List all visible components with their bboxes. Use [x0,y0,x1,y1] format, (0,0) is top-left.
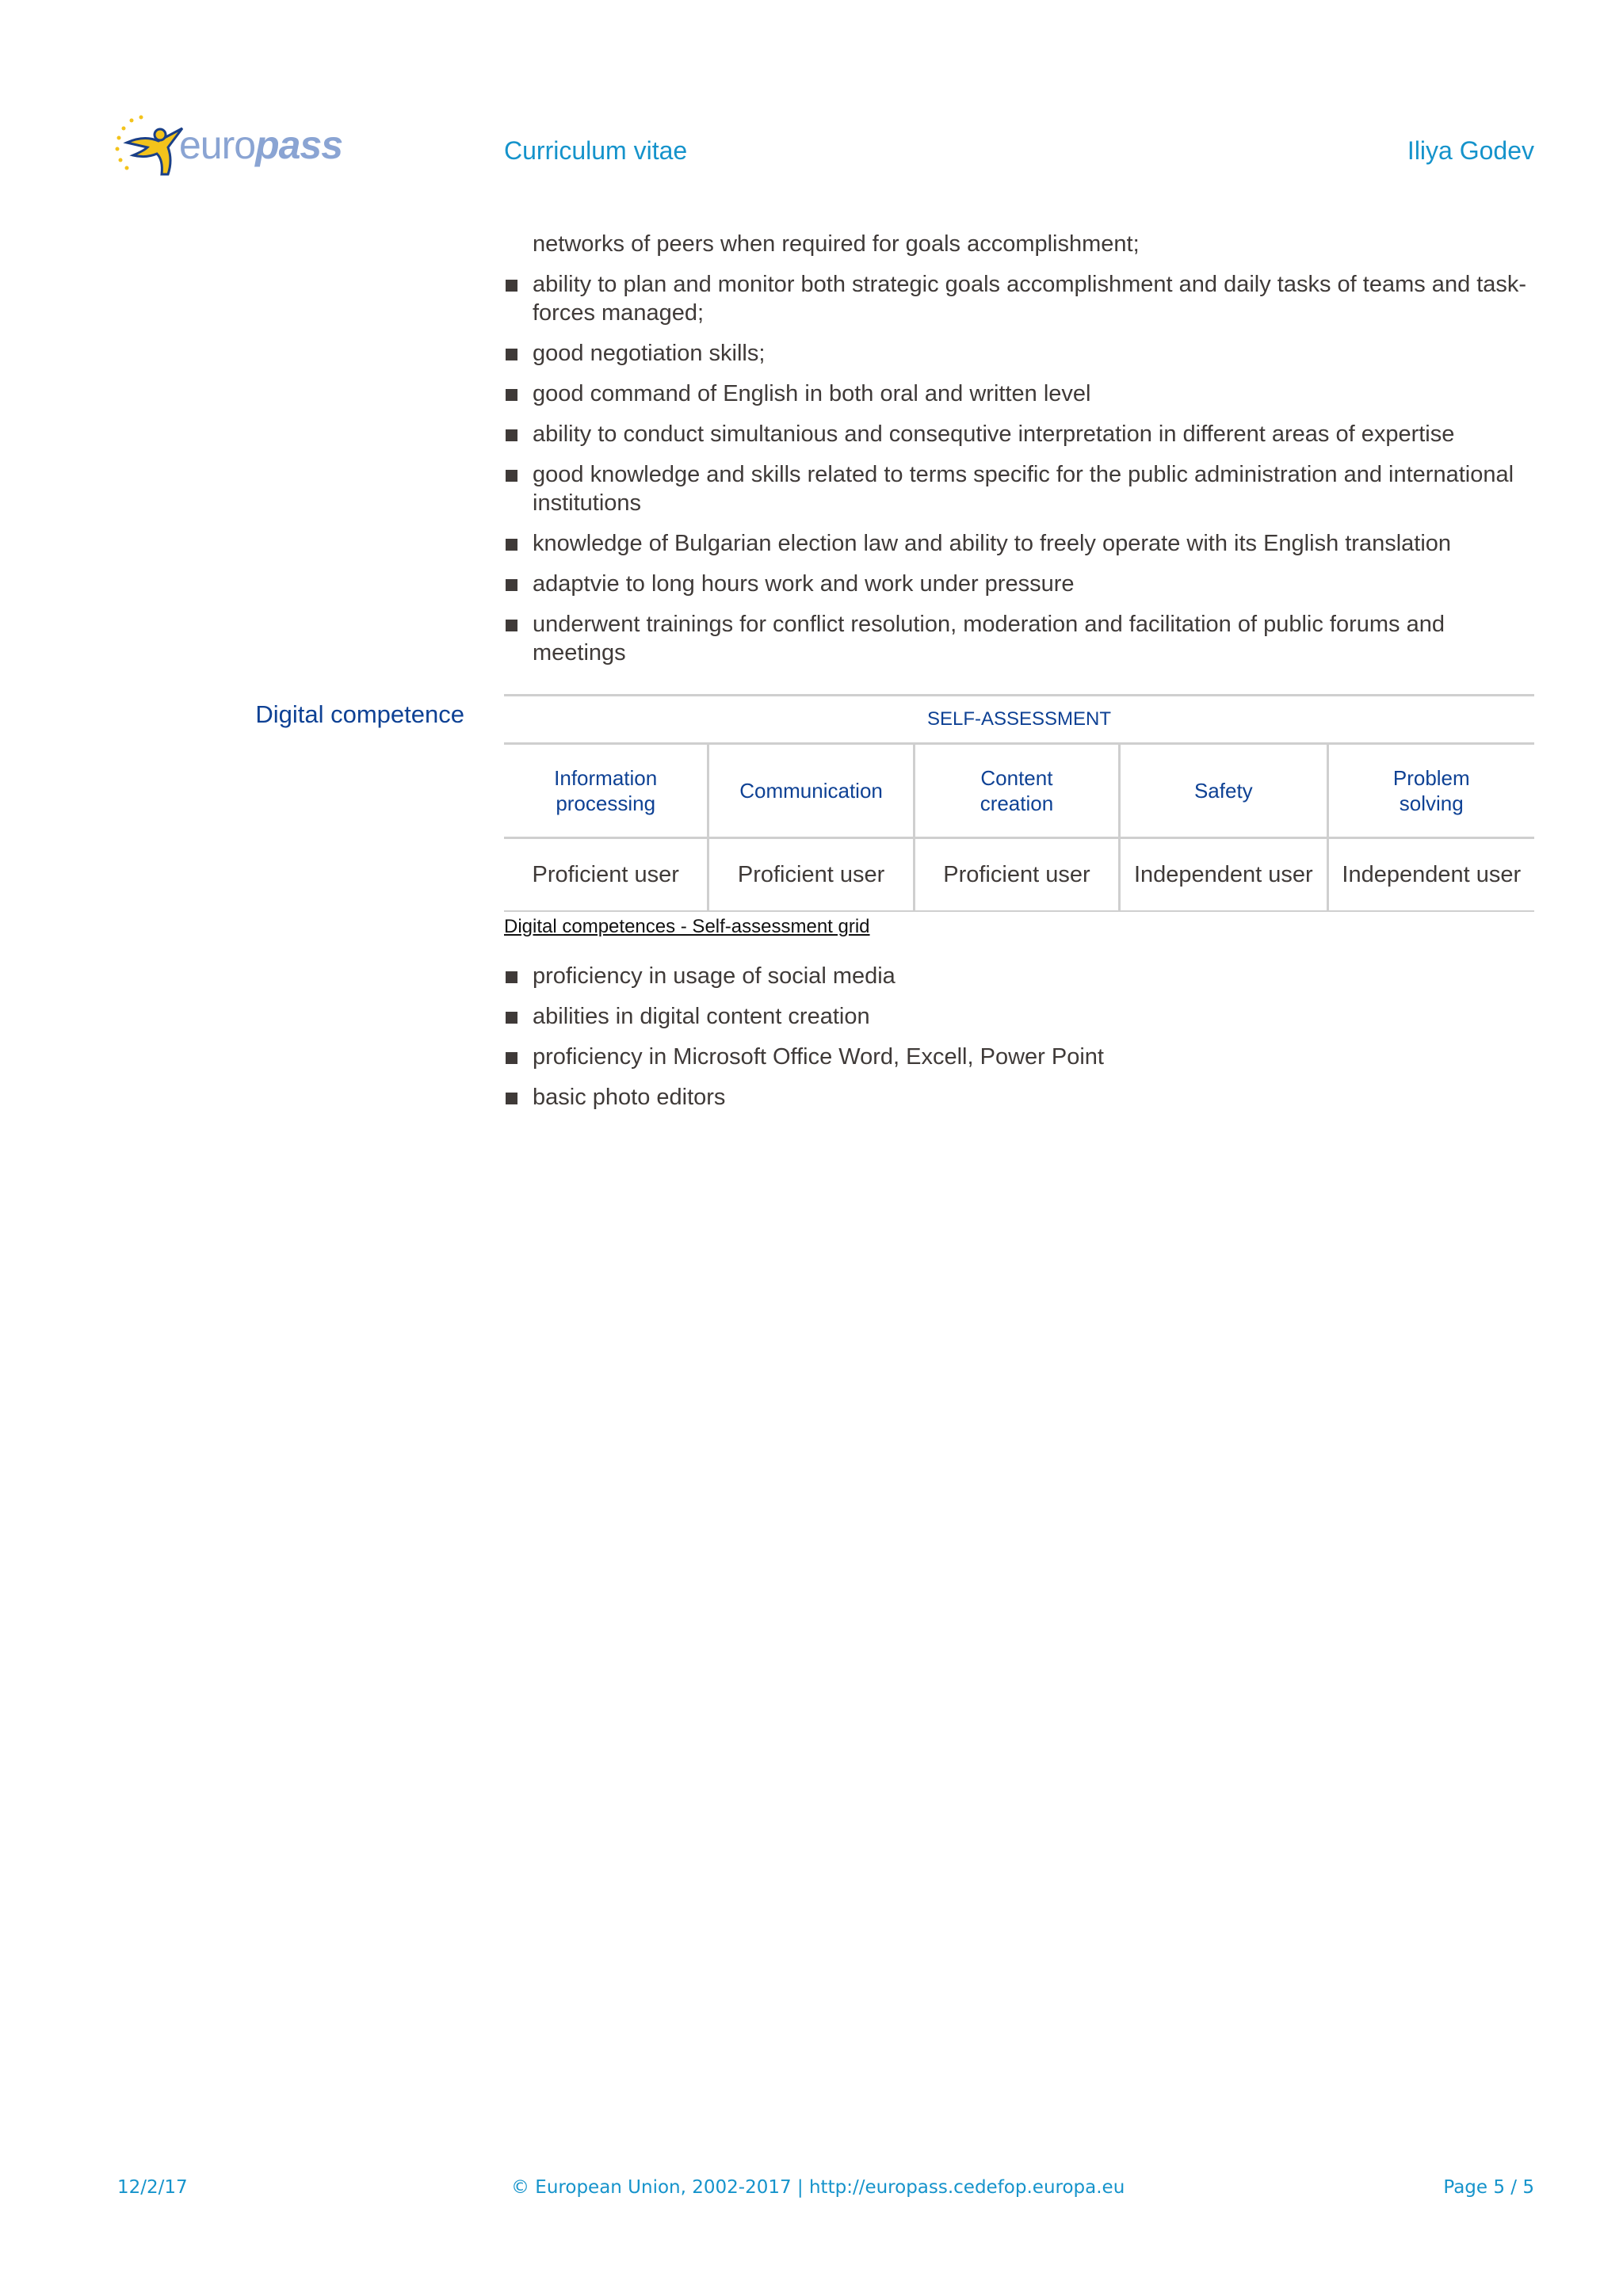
list-item: adaptvie to long hours work and work under pressure [504,570,1534,598]
list-item: underwent trainings for conflict resolution, moderation and facilitation of public forums and meetings [504,610,1534,667]
bullet-icon [506,1052,517,1064]
bullet-icon [506,1093,517,1104]
list-item: good negotiation skills; [504,339,1534,368]
table-cell: Proficient user [504,838,708,912]
list-item: ability to conduct simultanious and consequtive interpretation in different areas of expertise [504,420,1534,448]
digital-skills-section [504,962,1534,1123]
europass-logo [113,111,342,182]
continued-line: networks of peers when required for goals accomplishment; [533,231,1140,257]
column-header-content-creation: Content creation [914,744,1119,838]
table-cell: Proficient user [708,838,914,912]
bullet-icon [506,620,517,631]
self-assessment-heading: SELF-ASSESSMENT [504,696,1534,744]
bullet-icon [506,349,517,360]
table-cell: Proficient user [914,838,1119,912]
skills-list [504,270,1534,667]
list-item: proficiency in usage of social media [504,962,1534,990]
bullet-icon [506,539,517,551]
bullet-icon [506,429,517,441]
table-cell: Independent user [1327,838,1534,912]
column-header-information-processing: Information processing [504,744,708,838]
candidate-name: Iliya Godev [1407,136,1534,165]
skills-continued-section [504,230,1534,679]
bullet-icon [506,470,517,482]
bullet-icon [506,280,517,292]
table-row [504,838,1534,912]
digital-competence-label: Digital competence [255,700,464,728]
list-item: good knowledge and skills related to terms specific for the public administration and international institutions [504,460,1534,517]
bullet-icon [506,971,517,983]
bullet-icon [506,579,517,591]
list-item: knowledge of Bulgarian election law and ability to freely operate with its English translation [504,529,1534,558]
digital-skills-list [504,962,1534,1112]
list-item: good command of English in both oral and written level [504,379,1534,408]
column-header-problem-solving: Problem solving [1327,744,1534,838]
list-item: ability to plan and monitor both strategic goals accomplishment and daily tasks of teams and task-forces managed; [504,270,1534,327]
list-item: abilities in digital content creation [504,1002,1534,1031]
column-header-communication: Communication [708,744,914,838]
footer-copyright: © European Union, 2002-2017 | http://europass.cedefop.europa.eu [511,2177,1125,2198]
list-item: basic photo editors [504,1083,1534,1112]
column-header-safety: Safety [1120,744,1327,838]
table-cell: Independent user [1120,838,1327,912]
bullet-icon [506,1012,517,1024]
europass-wordmark: europass [179,123,343,167]
self-assessment-grid-link[interactable]: Digital competences - Self-assessment grid [504,916,870,937]
document-title: Curriculum vitae [504,136,688,165]
footer-date: 12/2/17 [117,2177,188,2198]
self-assessment-table [504,694,1534,912]
footer-page-number: Page 5 / 5 [1443,2177,1534,2198]
bullet-icon [506,389,517,401]
list-item: proficiency in Microsoft Office Word, Excell, Power Point [504,1043,1534,1071]
